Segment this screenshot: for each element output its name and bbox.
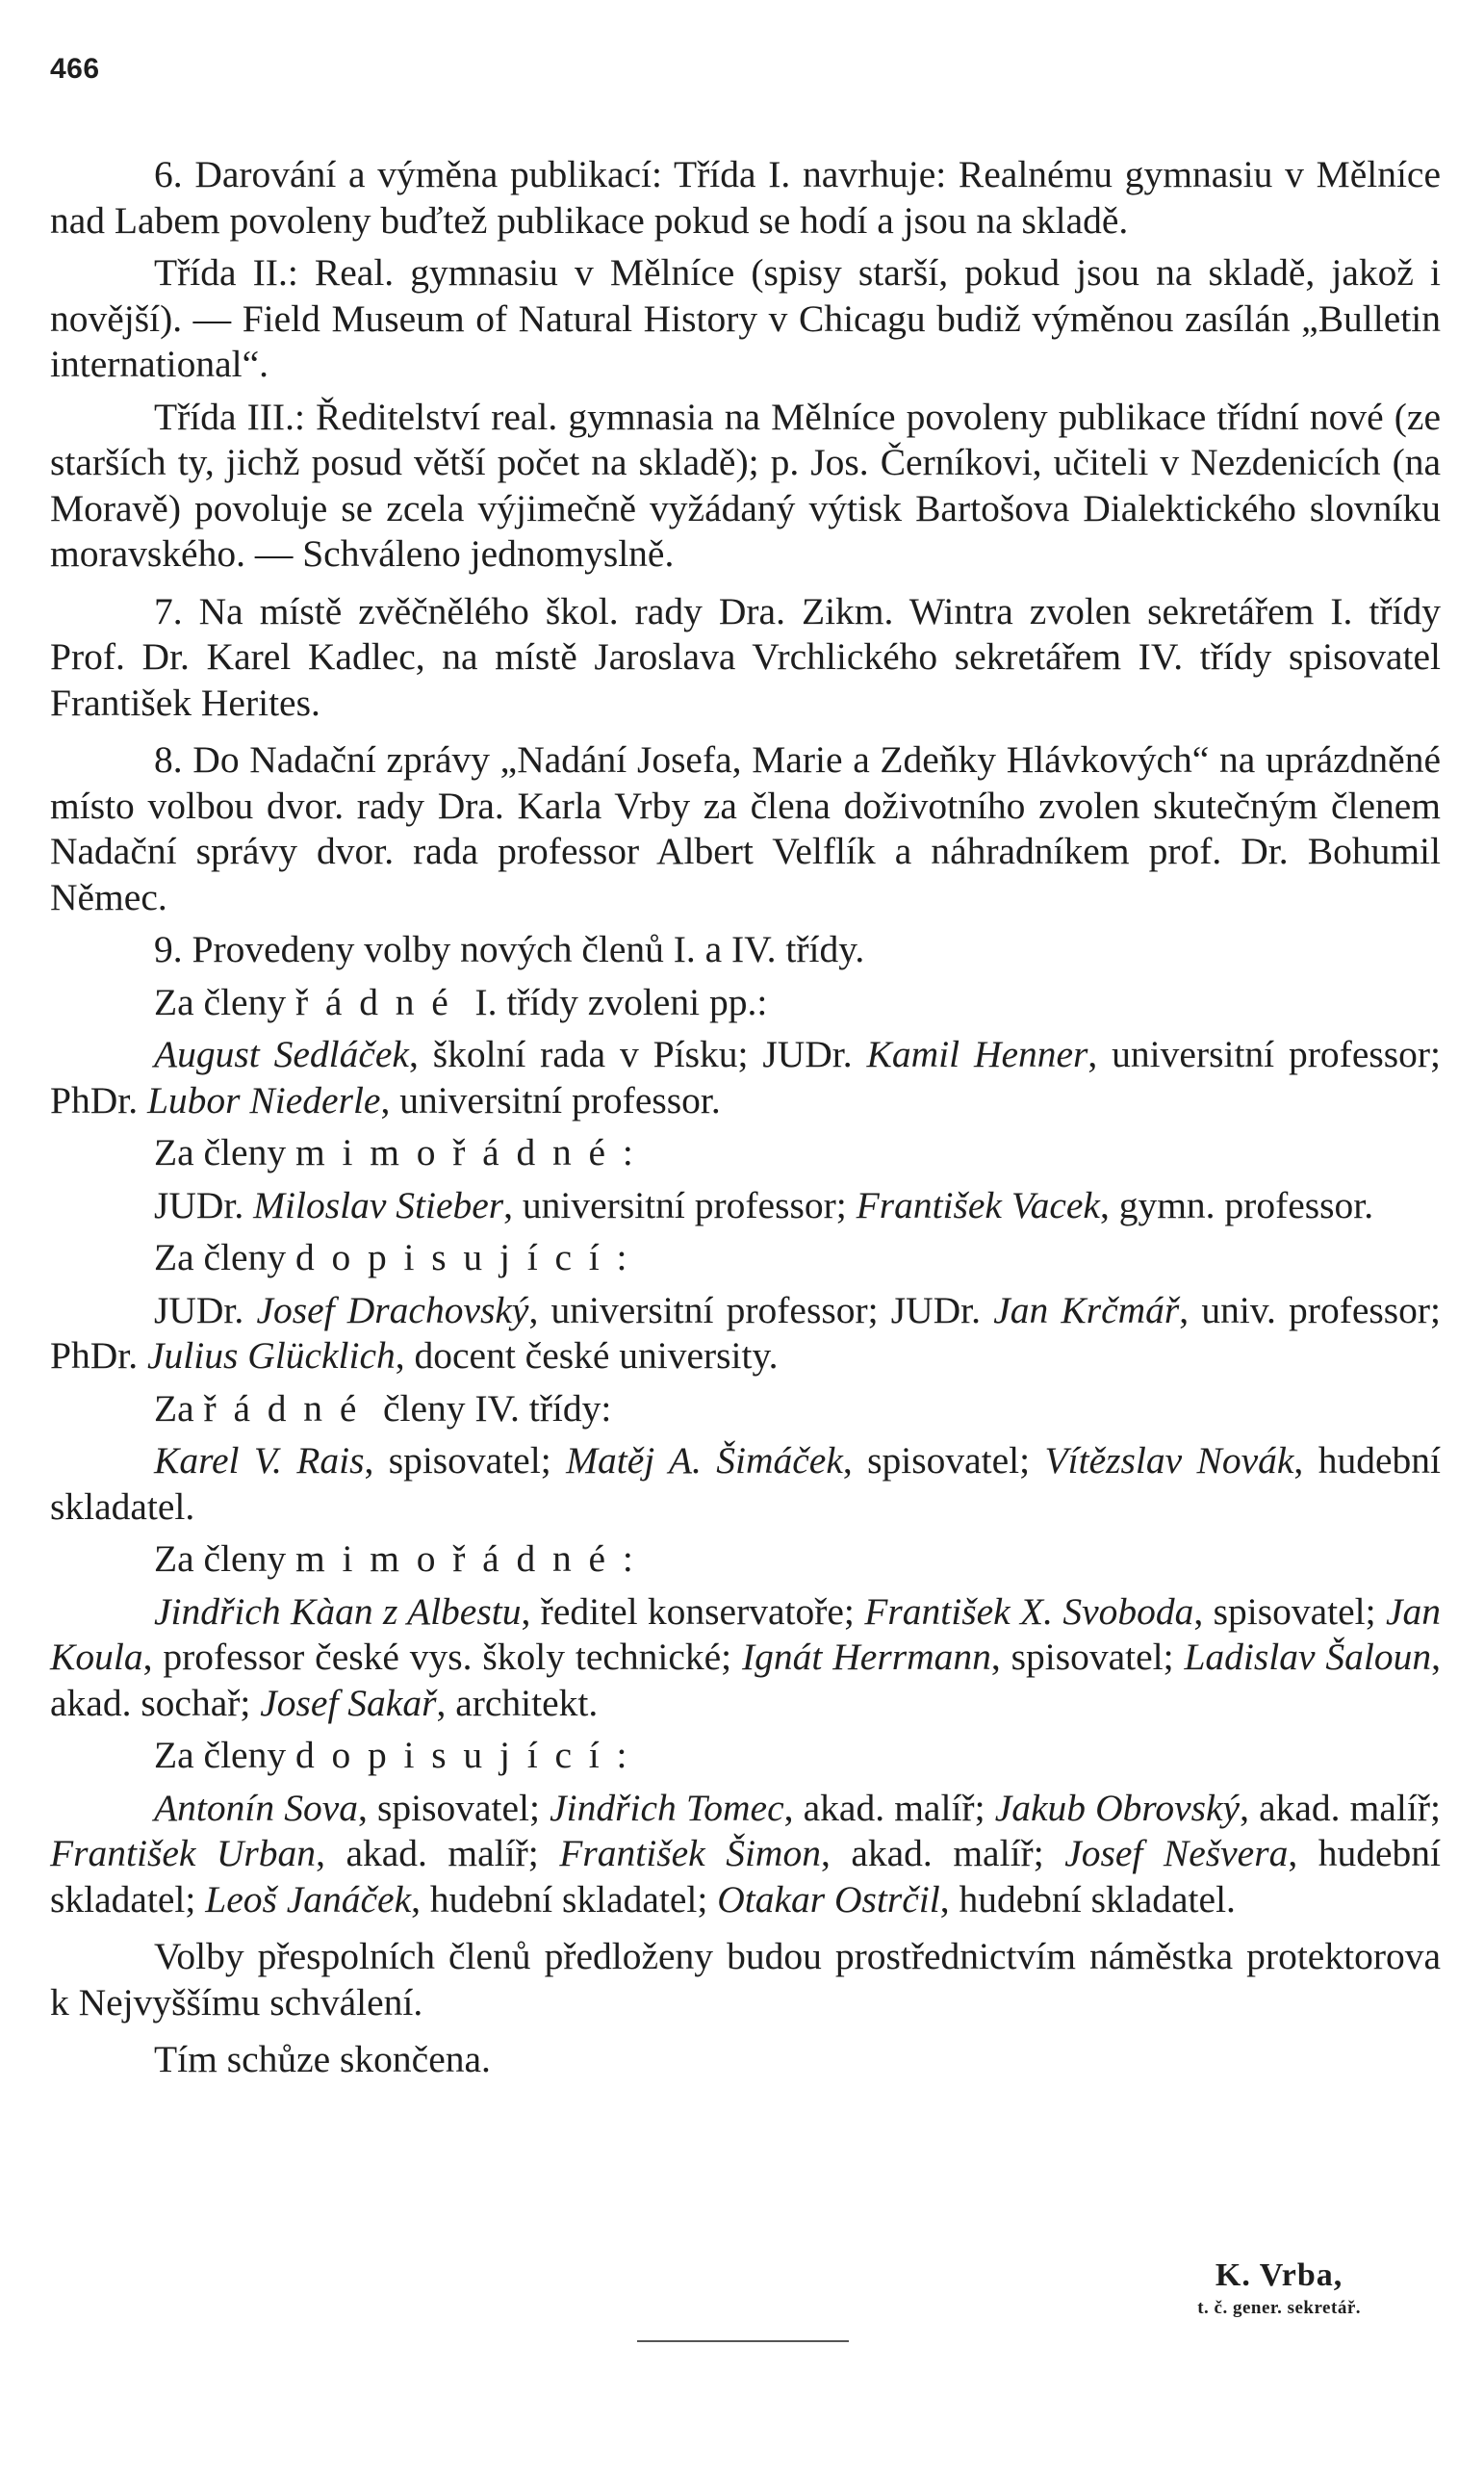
end-divider [637, 2340, 849, 2342]
signature-block [1197, 2257, 1361, 2319]
class-4-corresponding-heading [50, 1733, 1441, 1779]
heading-prefix: Za členy [154, 1734, 295, 1776]
paragraph-7-secretaries: 7. Na místě zvěčnělého škol. rady Dra. Zikm. Wintra zvolen sekretářem I. třídy Prof. Dr. Karel Kadlec, na místě Jaroslava Vrchlického sekretářem IV. třídy spisovatel František Herites. [50, 589, 1441, 724]
member-name: Josef Nešvera [1064, 1832, 1289, 1874]
member-role: , univ. professor; PhDr. [50, 1288, 1442, 1377]
heading-suffix: I. třídy zvoleni pp.: [465, 980, 768, 1023]
closing-approval-paragraph: Volby přespolních členů předloženy budou prostřednictvím náměstka protektorova k Nejvyššímu schválení. [50, 1935, 1441, 2024]
paragraph-9-elections: 9. Provedeny volby nových členů I. a IV. třídy. [154, 928, 865, 970]
document-body [50, 152, 1441, 2083]
member-name: Otakar Ostrčil [717, 1877, 940, 1921]
member-name: Jan Krčmář [993, 1288, 1180, 1331]
member-role: , spisovatel; [990, 1636, 1185, 1678]
paragraph-8-foundation: 8. Do Nadační zprávy „Nadání Josefa, Marie a Zdeňky Hlávkových“ na uprázdněné místo volbou dvor. rady Dra. Karla Vrby za člena doživotního zvolen skutečným členem Nadační správy dvor. rada professor Albert Velflík a náhradníkem prof. Dr. Bohumil Němec. [50, 738, 1441, 918]
member-role: , školní rada v Písku; JUDr. [408, 1033, 867, 1075]
class-1-ordinary-members [50, 1032, 1441, 1123]
member-name: František X. Svoboda [864, 1589, 1194, 1633]
member-name: Julius Glücklich [146, 1334, 396, 1377]
member-title: JUDr. [154, 1288, 257, 1331]
heading-spaced-term: řádné [294, 980, 466, 1023]
member-name: Ladislav Šaloun [1184, 1636, 1432, 1678]
paragraph-6-class-3: Třída III.: Ředitelství real. gymnasia na Mělníce povoleny publikace třídní nové (ze starších ty, jichž posud větší počet na skladě); p. Jos. Černíkovi, učiteli v Nezdenicích (na Moravě) povoluje se zcela výjimečně vyžádaný výtisk Bartošova Dialektického slovníku moravského. — Schváleno jednomyslně. [50, 395, 1441, 575]
member-role: , universitní professor; [503, 1183, 857, 1226]
member-role: , spisovatel; [364, 1439, 567, 1482]
member-name: Kamil Henner [866, 1033, 1088, 1075]
class-1-extraordinary-members [50, 1183, 1441, 1229]
signatory-name: K. Vrba, [1215, 2257, 1343, 2293]
member-role: , professor české vys. školy technické; [142, 1636, 743, 1678]
member-role: , hudební skladatel. [939, 1877, 1236, 1921]
member-name: Karel V. Rais [154, 1439, 365, 1482]
member-role: , universitní professor; PhDr. [50, 1033, 1441, 1121]
member-role: , spisovatel; [1193, 1589, 1386, 1633]
heading-prefix: Za [154, 1386, 204, 1430]
member-title: JUDr. [154, 1183, 254, 1226]
member-role: , akad. malíř; [783, 1786, 995, 1829]
member-name: František Šimon [559, 1832, 821, 1874]
signatory-title: t. č. gener. sekretář. [1197, 2298, 1361, 2318]
heading-spaced-term: dopisující [294, 1734, 617, 1776]
member-role: , docent české university. [395, 1334, 779, 1377]
member-name: Jan Koula [50, 1589, 1441, 1678]
member-role: , akad. malíř; [316, 1832, 560, 1874]
member-role: , hudební skladatel. [50, 1439, 1441, 1528]
page-number: 466 [50, 53, 100, 85]
member-name: Ignát Herrmann [742, 1636, 991, 1678]
heading-suffix: : [622, 1537, 633, 1580]
paragraph-6-donations: 6. Darování a výměna publikací: Třída I. navrhuje: Realnému gymnasiu v Mělníce nad Labem povoleny buďtež publikace pokud se hodí a jsou na skladě. [50, 153, 1441, 242]
class-1-corresponding-heading [50, 1235, 1441, 1281]
member-role: , akad. malíř; [1240, 1786, 1441, 1829]
heading-spaced-term: mimořádné [294, 1537, 623, 1580]
heading-prefix: Za členy [154, 1537, 295, 1580]
heading-suffix: členy IV. třídy: [373, 1386, 612, 1430]
class-4-extraordinary-heading [50, 1536, 1441, 1583]
heading-suffix: : [622, 1131, 633, 1173]
member-name: August Sedláček [154, 1033, 409, 1075]
member-role: , spisovatel; [842, 1439, 1045, 1482]
member-name: Jindřich Kàan z Albestu [154, 1589, 522, 1633]
heading-suffix: : [616, 1236, 627, 1278]
class-4-ordinary-members [50, 1438, 1441, 1530]
member-role: , universitní professor; JUDr. [528, 1288, 994, 1331]
member-name: František Vacek [856, 1183, 1100, 1226]
heading-suffix: : [616, 1734, 627, 1776]
member-name: Josef Drachovský [256, 1288, 529, 1331]
heading-prefix: Za členy [154, 1131, 295, 1173]
class-4-ordinary-heading [50, 1386, 1441, 1432]
member-role: , akad. sochař; [50, 1636, 1441, 1724]
closing-end-paragraph: Tím schůze skončena. [154, 2038, 491, 2080]
member-role: , hudební skladatel; [411, 1877, 718, 1921]
member-name: Matěj A. Šimáček [566, 1439, 843, 1482]
member-role: , architekt. [436, 1681, 599, 1724]
member-name: Miloslav Stieber [253, 1183, 504, 1226]
member-role: , hudební skladatel; [50, 1832, 1441, 1921]
member-role: , ředitel konservatoře; [521, 1589, 865, 1633]
heading-spaced-term: mimořádné [294, 1131, 623, 1173]
class-4-extraordinary-members [50, 1589, 1441, 1727]
class-4-corresponding-members [50, 1786, 1441, 1923]
heading-prefix: Za členy [154, 980, 295, 1023]
member-name: František Urban [50, 1832, 317, 1874]
member-name: Josef Sakař [260, 1681, 437, 1724]
member-role: , spisovatel; [358, 1786, 550, 1829]
heading-spaced-term: dopisující [294, 1236, 617, 1278]
member-role: , akad. malíř; [820, 1832, 1065, 1874]
member-name: Jakub Obrovský [994, 1786, 1241, 1829]
member-name: Antonín Sova [154, 1786, 359, 1829]
member-role: , gymn. professor. [1099, 1183, 1374, 1226]
class-1-extraordinary-heading [50, 1130, 1441, 1176]
member-name: Jindřich Tomec [550, 1786, 784, 1829]
member-name: Vítězslav Novák [1044, 1439, 1294, 1482]
heading-spaced-term: řádné [203, 1386, 374, 1430]
class-1-corresponding-members [50, 1288, 1441, 1379]
class-1-ordinary-heading [50, 980, 1441, 1026]
member-role: , universitní professor. [380, 1078, 721, 1121]
heading-prefix: Za členy [154, 1236, 295, 1278]
member-name: Leoš Janáček [205, 1877, 412, 1921]
paragraph-6-class-2: Třída II.: Real. gymnasiu v Mělníce (spisy starší, pokud jsou na skladě, jakož i novější). — Field Museum of Natural History v Chicagu budiž výměnou zasílán „Bulletin international“. [50, 251, 1441, 385]
member-name: Lubor Niederle [146, 1078, 381, 1121]
